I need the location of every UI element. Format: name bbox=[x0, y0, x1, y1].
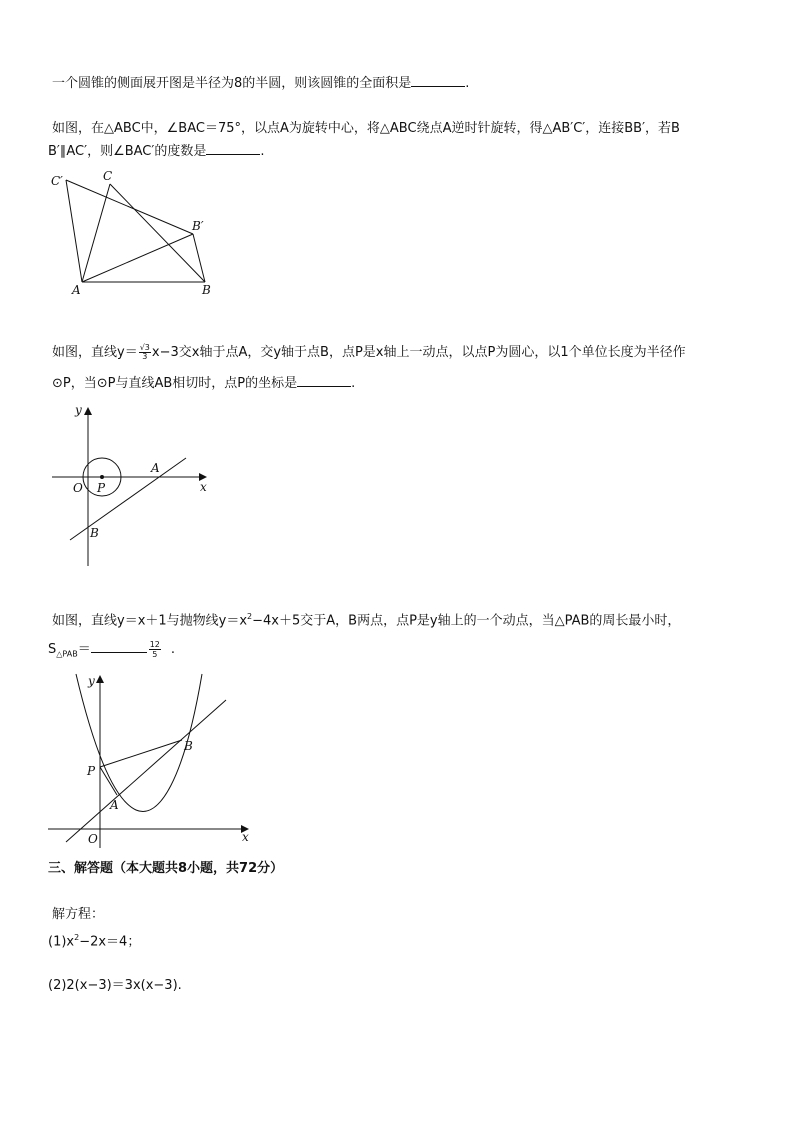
fraction-sqrt3-over-3 bbox=[139, 344, 151, 361]
label-p: P bbox=[87, 764, 96, 778]
label-y: y bbox=[88, 674, 95, 688]
segment-ac-prime bbox=[66, 180, 82, 282]
answer-fraction bbox=[149, 640, 161, 659]
question-2-line-2 bbox=[48, 142, 264, 161]
section-heading: 三、解答题（本大题共8小题，共72分） bbox=[48, 861, 284, 876]
question-4-line-1 bbox=[52, 608, 680, 630]
segment-pb bbox=[100, 740, 182, 767]
question-3-line-2 bbox=[52, 374, 355, 393]
question-1 bbox=[52, 74, 469, 93]
segment-pa bbox=[100, 767, 117, 795]
question-3-text: ⊙P，当⊙P与直线AB相切时，点P的坐标是 bbox=[52, 376, 298, 391]
label-y: y bbox=[75, 403, 82, 417]
superscript: 2 bbox=[74, 933, 80, 942]
figure-tangent-circle bbox=[48, 400, 218, 570]
label-x: x bbox=[200, 480, 207, 494]
figure-rotation-triangle bbox=[48, 166, 218, 302]
question-5-intro: 解方程： bbox=[52, 907, 105, 922]
fraction-numerator: √3 bbox=[139, 343, 150, 352]
label-o: O bbox=[88, 832, 98, 846]
area-subscript: △PAB bbox=[56, 649, 78, 659]
label-x: x bbox=[242, 830, 249, 844]
question-2-text: B′∥AC′，则∠BAC′的度数是 bbox=[48, 144, 207, 159]
label-c-prime: C′ bbox=[51, 174, 63, 188]
label-a: A bbox=[72, 283, 81, 297]
segment-ab-prime bbox=[82, 234, 193, 282]
label-p: P bbox=[97, 481, 106, 495]
question-1-text: 一个圆锥的侧面展开图是半径为8的半圆，则该圆锥的全面积是 bbox=[52, 76, 412, 91]
answer-numerator: 12 bbox=[149, 640, 160, 649]
answer-blank bbox=[411, 74, 465, 87]
question-4-text-pre: 如图，直线y＝x＋1与抛物线y＝x bbox=[52, 613, 248, 629]
superscript: 2 bbox=[247, 612, 253, 621]
question-2-end: . bbox=[260, 144, 265, 159]
label-b: B bbox=[184, 739, 193, 753]
question-4-line-2 bbox=[48, 640, 175, 664]
part-1-text-pre: (1)x bbox=[48, 934, 75, 950]
answer-denominator: 5 bbox=[152, 650, 158, 659]
label-b: B bbox=[202, 283, 211, 297]
segment-bb-prime bbox=[193, 234, 205, 282]
question-3-line-1 bbox=[52, 344, 686, 362]
figure-parabola-line bbox=[44, 670, 254, 850]
line-ab bbox=[70, 458, 186, 540]
question-1-end: . bbox=[465, 76, 470, 91]
question-5-part-2: (2)2(x−3)＝3x(x−3). bbox=[48, 978, 182, 993]
equals-sign: ＝ bbox=[77, 642, 91, 657]
label-a: A bbox=[110, 798, 119, 812]
segment-ac bbox=[82, 184, 110, 282]
question-3-end: . bbox=[351, 376, 356, 391]
fraction-denominator: 3 bbox=[142, 352, 148, 361]
question-3-text-post: x−3交x轴于点A，交y轴于点B，点P是x轴上一动点，以点P为圆心，以1个单位长度为半径作 bbox=[151, 345, 686, 360]
label-o: O bbox=[73, 481, 83, 495]
label-c: C bbox=[103, 169, 113, 183]
answer-blank bbox=[206, 142, 260, 155]
answer-blank bbox=[91, 640, 147, 653]
segment-c-prime-b-prime bbox=[66, 180, 193, 234]
part-1-text-post: −2x＝4； bbox=[79, 934, 141, 950]
question-4-text-post: −4x＋5交于A，B两点，点P是y轴上的一个动点，当△PAB的周长最小时， bbox=[252, 613, 681, 629]
label-b: B bbox=[90, 526, 99, 540]
answer-blank bbox=[297, 374, 351, 387]
question-5-part-1 bbox=[48, 929, 140, 951]
label-a: A bbox=[151, 461, 160, 475]
question-3-text-pre: 如图，直线y＝ bbox=[52, 345, 138, 360]
point-p bbox=[100, 475, 104, 479]
question-2-line-1: 如图，在△ABC中，∠BAC＝75°，以点A为旋转中心，将△ABC绕点A逆时针旋转，得△AB′C′，连接BB′，若B bbox=[52, 121, 680, 136]
area-symbol: S bbox=[48, 642, 57, 657]
label-b-prime: B′ bbox=[192, 219, 204, 233]
question-4-end: . bbox=[170, 642, 176, 657]
